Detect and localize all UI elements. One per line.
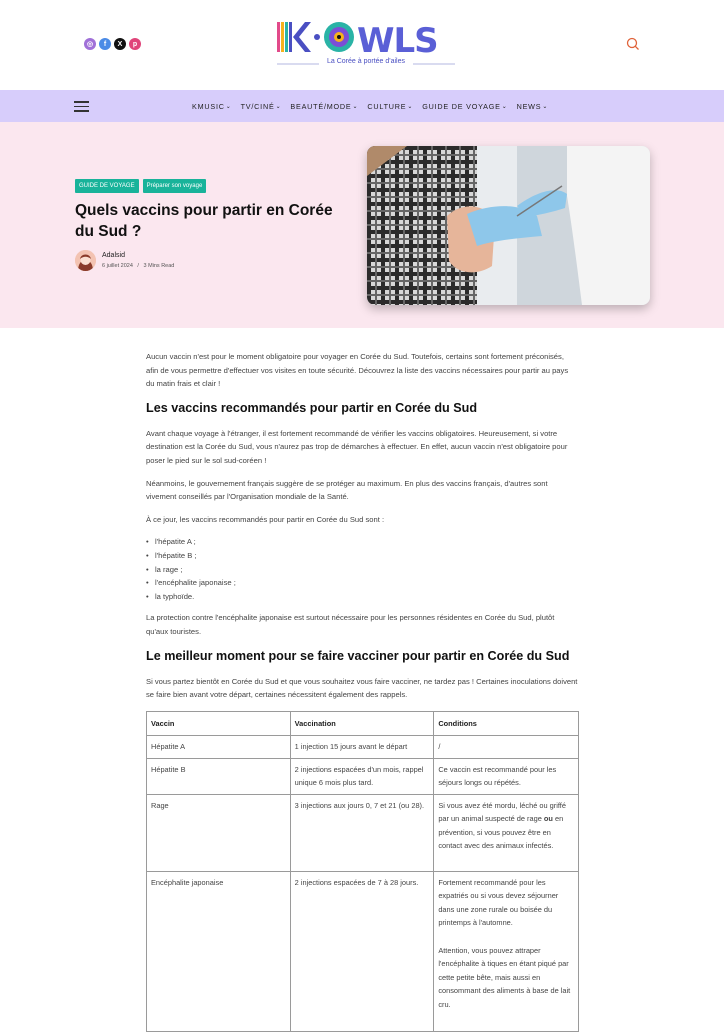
intro-paragraph: Aucun vaccin n'est pour le moment obligatoire pour voyager en Corée du Sud. Toutefois, certains sont fortement préconisés, afin de vous permettre d'effectuer vos visites en toute sécurité. Découvrez la liste des vaccins nécessaires pour partir au pays du matin frais et clair ! <box>146 352 569 389</box>
table-row <box>147 794 579 871</box>
table-header-row <box>147 711 579 736</box>
table-cell: / <box>434 736 579 759</box>
chevron-down-icon: ⌄ <box>352 103 359 110</box>
table-row <box>147 758 579 794</box>
paragraph: Néanmoins, le gouvernement français suggère de se protéger au maximum. En plus des vaccins français, d'autres sont vivement conseillés par l'Organisation mondiale de la Santé. <box>146 478 548 502</box>
vaccination-photo <box>367 146 650 305</box>
chevron-down-icon: ⌄ <box>542 103 549 110</box>
cell-text: Si vous avez été mordu, léché ou griffé par un animal suspecté de rage <box>438 800 566 824</box>
table-cell: Encéphalite japonaise <box>147 871 291 1031</box>
nav-menu <box>192 90 548 122</box>
chevron-down-icon: ⌄ <box>501 103 508 110</box>
table-header: Vaccination <box>290 711 434 736</box>
nav-item-tv-cine[interactable]: TV/CINÉ ⌄ <box>240 101 282 111</box>
chevron-down-icon: ⌄ <box>275 103 282 110</box>
author-name[interactable]: Adalsid <box>102 252 125 259</box>
pinterest-icon[interactable]: p <box>129 38 141 50</box>
table-cell: Ce vaccin est recommandé pour les séjours longs ou répétés. <box>434 758 579 794</box>
post-date: 6 juillet 2024 <box>102 263 133 269</box>
svg-text:WLS: WLS <box>357 21 438 61</box>
vaccine-list <box>146 535 578 603</box>
avatar-illustration <box>75 250 96 271</box>
table-header: Vaccin <box>147 711 291 736</box>
site-header <box>0 0 724 90</box>
chevron-down-icon: ⌄ <box>225 103 232 110</box>
table-header: Conditions <box>434 711 579 736</box>
table-cell: Hépatite B <box>147 758 291 794</box>
cell-text: en prévention, si vous pouvez être en contact avec des animaux infectés. <box>438 814 564 851</box>
post-meta <box>102 263 174 269</box>
table-cell: 3 injections aux jours 0, 7 et 21 (ou 28). <box>290 794 434 871</box>
page-title: Quels vaccins pour partir en Corée du Sud ? <box>75 202 333 240</box>
site-tagline: La Corée à portée d'ailes <box>327 58 405 65</box>
list-item: • la typhoïde. <box>155 590 578 604</box>
main-nav <box>0 90 724 122</box>
author-block <box>75 250 174 271</box>
facebook-icon[interactable]: f <box>99 38 111 50</box>
paragraph: Si vous partez bientôt en Corée du Sud et que vous souhaitez vous faire vacciner, ne tardez pas ! Certaines inoculations doivent se faire bien avant votre départ, certaines nécessitent également des rappels. <box>146 676 578 700</box>
featured-image <box>367 146 650 305</box>
paragraph: Avant chaque voyage à l'étranger, il est fortement recommandé de vérifier les vaccins obligatoires. Heureusement, si votre destination est la Corée du Sud, vous n'aurez pas trop de démarches à effectuer. En effet, aucun vaccin n'est obligatoire pour poser le pied sur le sol sud-coréen ! <box>146 428 568 465</box>
paragraph: À ce jour, les vaccins recommandés pour partir en Corée du Sud sont : <box>146 514 385 524</box>
table-cell: 1 injection 15 jours avant le départ <box>290 736 434 759</box>
subcategory-badge[interactable]: Préparer son voyage <box>143 179 207 193</box>
cell-text: Fortement recommandé pour les expatriés ou si vous devez séjourner dans une zone rurale ou boisée du printemps à l'automne. <box>438 877 559 928</box>
list-item: • l'hépatite B ; <box>155 549 578 563</box>
instagram-icon[interactable]: ◎ <box>84 38 96 50</box>
table-cell <box>434 794 579 871</box>
table-cell: Rage <box>147 794 291 871</box>
search-icon[interactable] <box>626 37 640 51</box>
category-badges <box>75 179 206 193</box>
list-item: • l'encéphalite japonaise ; <box>155 576 578 590</box>
table-row <box>147 871 579 1031</box>
cell-text: Attention, vous pouvez attraper l'encéphalite à tiques en étant piqué par cette petite bête, mais aussi en consommant des aliments à base de lait cru. <box>438 945 571 1009</box>
category-badge[interactable]: GUIDE DE VOYAGE <box>75 179 139 193</box>
article-body <box>146 350 578 1032</box>
list-item: • l'hépatite A ; <box>155 535 578 549</box>
list-item: • la rage ; <box>155 563 578 577</box>
hamburger-menu-icon[interactable] <box>74 101 89 111</box>
section-heading-recommended: Les vaccins recommandés pour partir en Corée du Sud <box>146 400 478 415</box>
table-cell <box>434 871 579 1031</box>
nav-item-kmusic[interactable]: KMUSIC ⌄ <box>192 101 232 111</box>
article-hero <box>0 122 724 328</box>
nav-item-guide-de-voyage[interactable]: GUIDE DE VOYAGE ⌄ <box>422 101 508 111</box>
social-links <box>84 38 141 50</box>
cell-emphasis: ou <box>543 814 553 824</box>
table-cell: 2 injections espacées d'un mois, rappel unique 6 mois plus tard. <box>290 758 434 794</box>
section-heading-timing: Le meilleur moment pour se faire vacciner pour partir en Corée du Sud <box>146 648 570 663</box>
paragraph: La protection contre l'encéphalite japonaise est surtout nécessaire pour les personnes résidentes en Corée du Sud, plutôt qu'aux touristes. <box>146 613 555 636</box>
nav-item-news[interactable]: NEWS ⌄ <box>516 101 549 111</box>
avatar[interactable] <box>75 250 96 271</box>
read-time: 3 Mins Read <box>143 263 175 269</box>
meta-separator: / <box>137 263 139 269</box>
table-cell: 2 injections espacées de 7 à 28 jours. <box>290 871 434 1031</box>
nav-item-beaute-mode[interactable]: BEAUTÉ/MODE ⌄ <box>290 101 359 111</box>
chevron-down-icon: ⌄ <box>407 103 414 110</box>
x-icon[interactable]: X <box>114 38 126 50</box>
table-row <box>147 736 579 759</box>
vaccine-table <box>146 711 579 1032</box>
table-cell: Hépatite A <box>147 736 291 759</box>
nav-item-culture[interactable]: CULTURE ⌄ <box>367 101 414 111</box>
